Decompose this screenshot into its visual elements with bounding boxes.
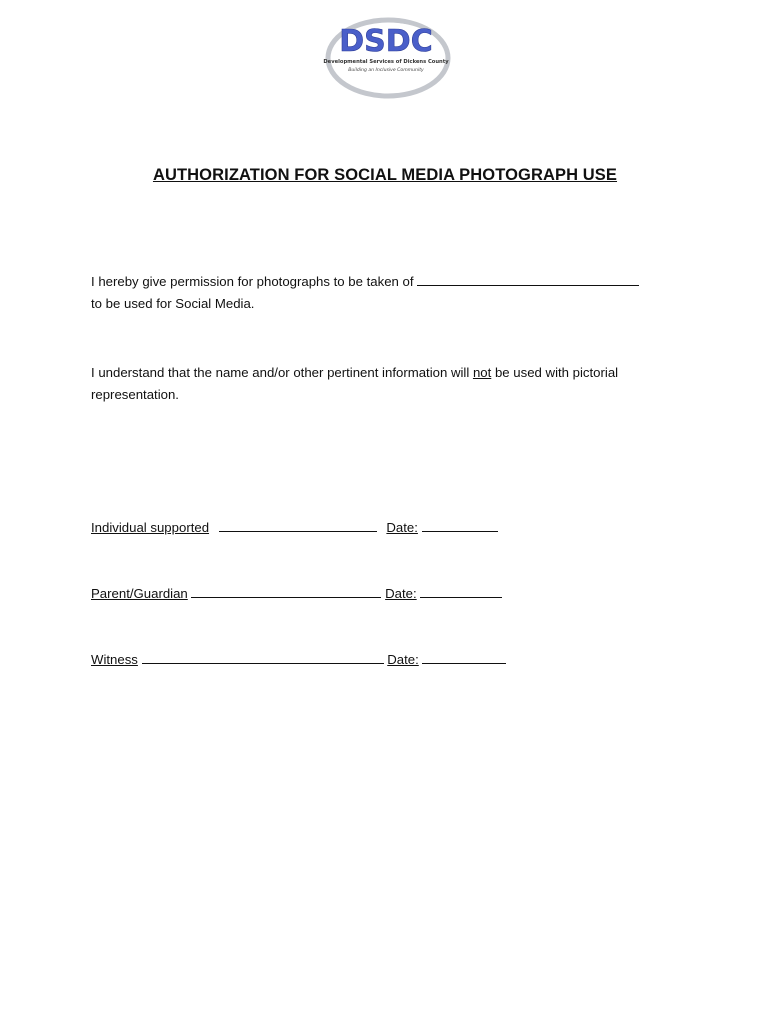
permission-purpose-text: to be used for Social Media. [91,296,255,311]
svg-text:DSDC: DSDC [339,24,433,59]
svg-text:Building an Inclusive Communit: Building an Inclusive Community [348,68,424,73]
signature-label: Parent/Guardian [91,586,188,601]
parent-signature-field[interactable] [191,584,381,598]
signature-line-parent [91,584,502,603]
witness-date-field[interactable] [422,650,506,664]
signature-line-witness [91,650,506,669]
individual-signature-field[interactable] [219,518,377,532]
signature-label: Witness [91,652,138,667]
understanding-text-end: be used with pictorial representation. [91,365,619,402]
understanding-emphasis: not [472,365,492,380]
signature-label: Individual supported [91,520,210,535]
signature-line-individual [91,518,498,537]
date-label: Date: [386,520,418,535]
document-title: AUTHORIZATION FOR SOCIAL MEDIA PHOTOGRAPH USE [152,166,618,184]
svg-text:Developmental Services of Dick: Developmental Services of Dickens County [323,59,449,65]
dsdc-logo [312,14,462,100]
logo-graphic [312,14,462,100]
date-label: Date: [385,586,417,601]
parent-date-field[interactable] [420,584,502,598]
understanding-paragraph [91,362,681,406]
date-label: Date: [387,652,419,667]
subject-name-field[interactable] [417,272,639,286]
permission-paragraph [91,271,681,315]
permission-text: I hereby give permission for photographs to be taken of [91,274,414,289]
witness-signature-field[interactable] [142,650,384,664]
understanding-text: I understand that the name and/or other pertinent information will [91,365,470,380]
individual-date-field[interactable] [422,518,498,532]
